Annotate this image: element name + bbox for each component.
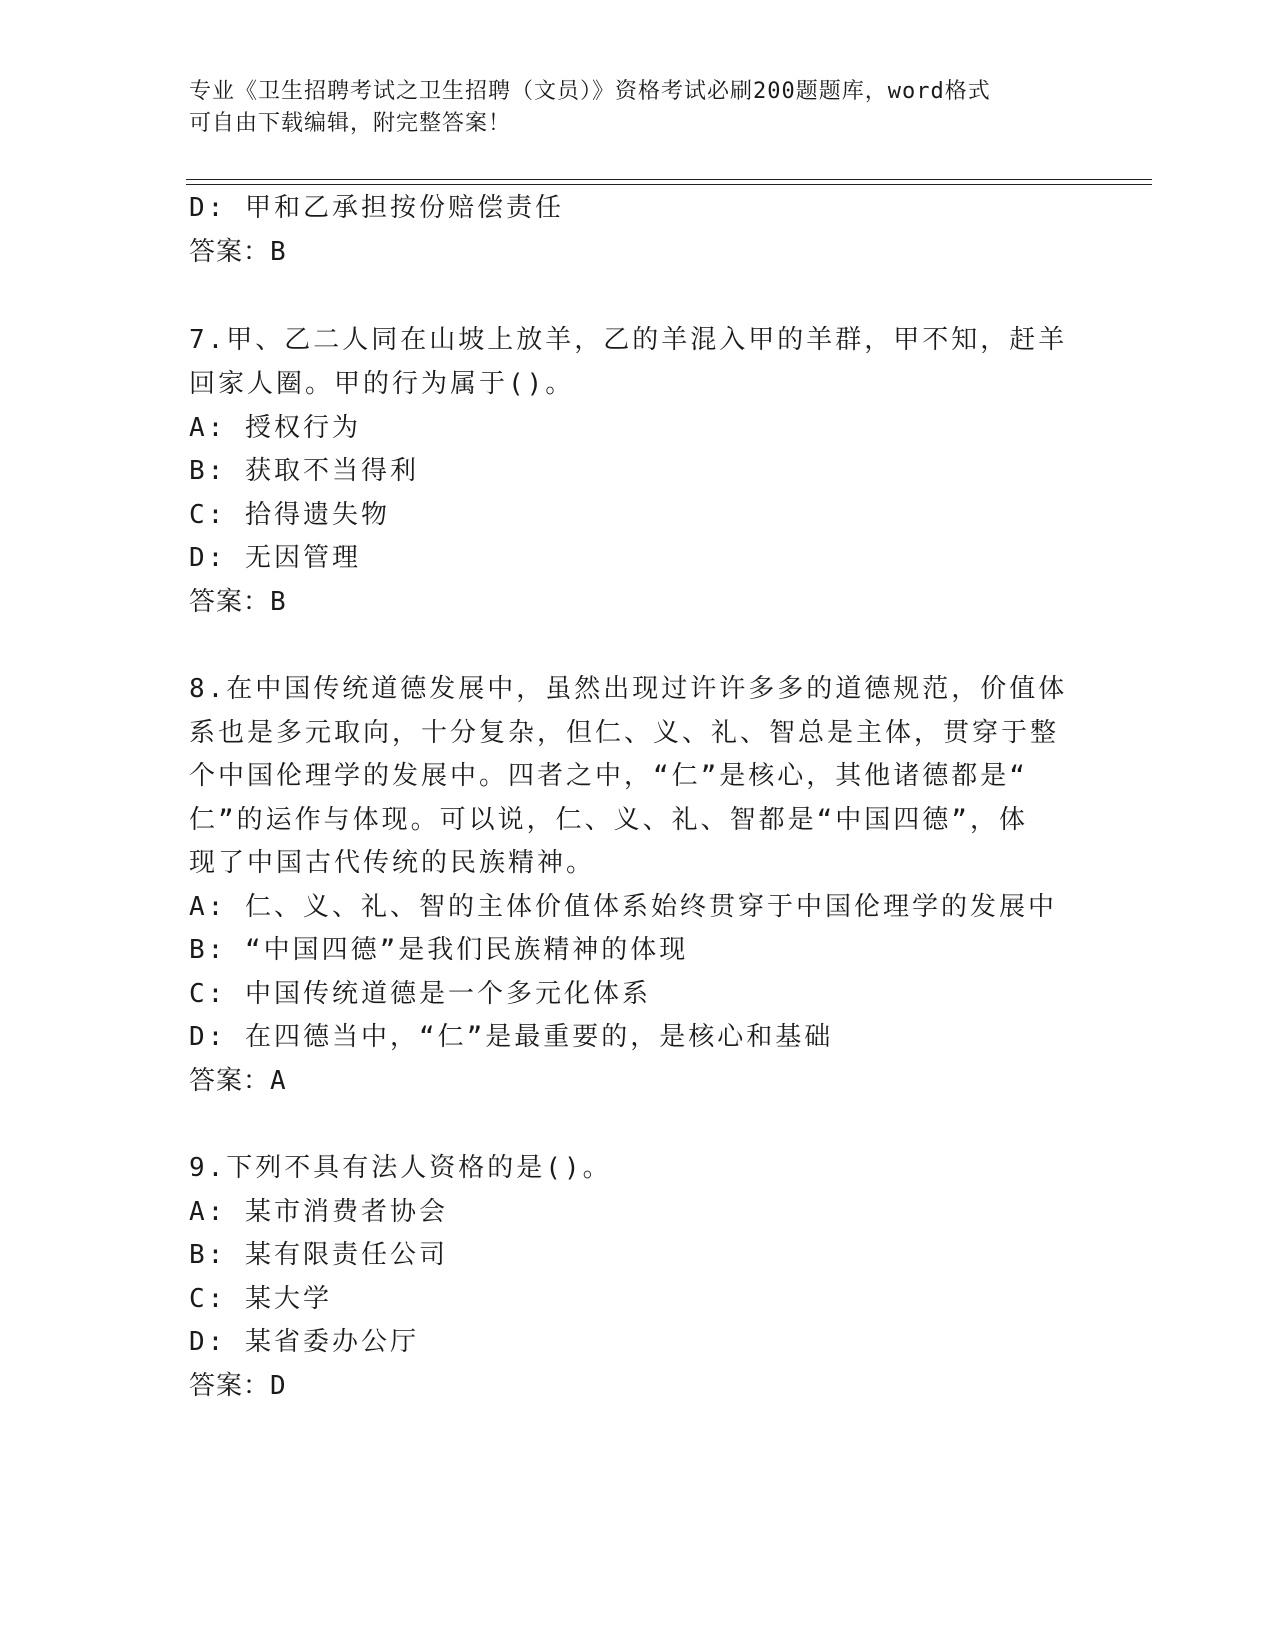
question-9-answer: 答案：D — [189, 1371, 287, 1401]
question-8-option-b: B: “中国四德”是我们民族精神的体现 — [189, 935, 689, 965]
question-7-stem-line-2: 回家人圈。甲的行为属于()。 — [189, 369, 575, 399]
question-8-stem-line-4: 仁”的运作与体现。可以说，仁、义、礼、智都是“中国四德”，体 — [189, 805, 1028, 835]
prev-answer: 答案：B — [189, 237, 287, 267]
question-8-option-a: A: 仁、义、礼、智的主体价值体系始终贯穿于中国伦理学的发展中 — [189, 892, 1057, 922]
question-8-stem-line-1: 8.在中国传统道德发展中，虽然出现过许许多多的道德规范，价值体 — [189, 674, 1068, 704]
question-7-option-b: B: 获取不当得利 — [189, 456, 419, 486]
header-line-2: 可自由下载编辑，附完整答案！ — [189, 111, 512, 136]
question-9-stem-line-1: 9.下列不具有法人资格的是()。 — [189, 1153, 612, 1183]
question-7-option-c: C: 拾得遗失物 — [189, 500, 390, 530]
question-9-option-a: A: 某市消费者协会 — [189, 1197, 448, 1227]
question-7-option-a: A: 授权行为 — [189, 413, 361, 443]
question-7-option-d: D: 无因管理 — [189, 543, 361, 573]
question-7-answer: 答案：B — [189, 587, 287, 617]
question-8-option-d: D: 在四德当中，“仁”是最重要的，是核心和基础 — [189, 1022, 834, 1052]
question-8-stem-line-5: 现了中国古代传统的民族精神。 — [189, 848, 596, 878]
question-8-option-c: C: 中国传统道德是一个多元化体系 — [189, 979, 651, 1009]
question-8-stem-line-2: 系也是多元取向，十分复杂，但仁、义、礼、智总是主体，贯穿于整 — [189, 718, 1060, 748]
question-7-stem-line-1: 7.甲、乙二人同在山坡上放羊，乙的羊混入甲的羊群，甲不知，赶羊 — [189, 325, 1068, 355]
header-rule-bottom — [186, 184, 1152, 185]
question-9-option-b: B: 某有限责任公司 — [189, 1240, 448, 1270]
header-line-1: 专业《卫生招聘考试之卫生招聘（文员）》资格考试必刷200题题库，word格式 — [189, 79, 991, 104]
question-8-stem-line-3: 个中国伦理学的发展中。四者之中，“仁”是核心，其他诸德都是“ — [189, 761, 1028, 791]
question-9-option-c: C: 某大学 — [189, 1284, 332, 1314]
document-header — [189, 76, 1089, 140]
question-8-answer: 答案：A — [189, 1066, 287, 1096]
question-9-option-d: D: 某省委办公厅 — [189, 1327, 419, 1357]
header-rule-top — [186, 179, 1152, 180]
prev-option-d: D: 甲和乙承担按份赔偿责任 — [189, 193, 564, 223]
